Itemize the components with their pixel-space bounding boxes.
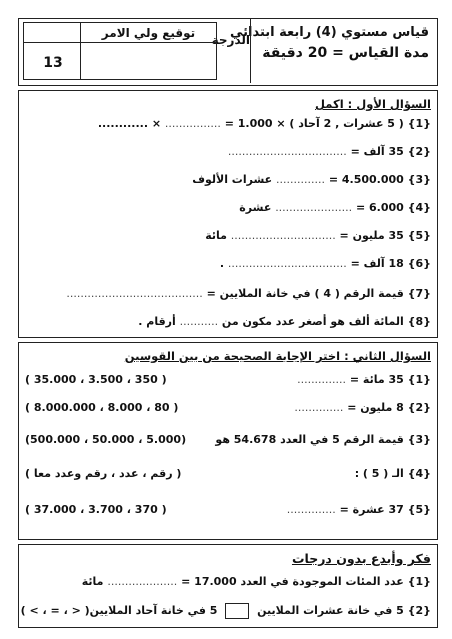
item-tail: أرقام .: [138, 315, 176, 328]
item-tail: مائة: [205, 229, 227, 242]
q2-item-1: [297, 373, 431, 386]
worksheet-page: [18, 18, 438, 628]
q2-title: السؤال الثاني : اختر الإجابة الصحيحة من بين القوسين: [124, 349, 431, 363]
q2-choices-3: (5.000 ، 50.000 ، 500.000): [25, 433, 187, 446]
section-q2: [18, 342, 438, 540]
item-text: المائة ألف هو أصغر عدد مكون من: [221, 315, 404, 328]
item-number: {1}: [407, 117, 431, 130]
answer-blank: ..............: [297, 373, 347, 386]
q1-item-7: [66, 287, 431, 300]
answer-blank: ..................................: [227, 145, 347, 158]
q1-item-8: [138, 315, 431, 328]
q2-choices-4: ( رقم ، عدد ، رقم وعدد معا ): [25, 467, 182, 480]
item-text: قيمة الرقم ( 4 ) في خانة الملايين =: [206, 287, 404, 300]
item-number: {5}: [407, 503, 431, 516]
q1-item-1: [98, 117, 431, 130]
q1-item-6: [220, 257, 431, 270]
score-value: 13: [43, 55, 63, 71]
item-number: {6}: [407, 257, 431, 270]
q2-choices-1: ( 350 ، 3.500 ، 35.000 ): [25, 373, 167, 386]
q1-item-5: [205, 229, 431, 242]
item-text: 37 عشرة =: [339, 503, 404, 516]
q1-item-4: [239, 201, 431, 214]
answer-blank: ..............: [276, 173, 325, 186]
answer-blank: ..................................: [227, 257, 347, 270]
signature-cell: [24, 23, 82, 43]
signature-table: [23, 22, 217, 80]
section-q1: [18, 90, 438, 338]
item-text: 5 في خانة عشرات الملايين: [257, 604, 404, 617]
q2-item-4: [355, 467, 431, 480]
q1-item-3: [192, 173, 431, 186]
signature-label: توقيع ولي الامر: [80, 23, 216, 43]
item-tail: عشرة: [239, 201, 272, 214]
q3-item-1: [82, 575, 431, 588]
answer-blank: .......................................: [66, 287, 203, 300]
item-number: {3}: [407, 433, 431, 446]
item-tail: مائة: [81, 575, 104, 588]
compare-box[interactable]: [225, 603, 249, 619]
q1-title: السؤال الأول : اكمل: [315, 97, 431, 111]
item-tail: 5 في خانة آحاد الملايين( < ، = ، > ): [20, 604, 218, 617]
item-number: {2}: [407, 401, 431, 414]
item-text: عدد المئات الموجودة في العدد 17.000 =: [181, 575, 404, 588]
grade-label: الدرجة: [217, 19, 251, 83]
item-text: قيمة الرقم 5 في العدد 54.678 هو: [215, 433, 404, 446]
answer-blank: ......................: [275, 201, 353, 214]
item-text: 35 مليون =: [339, 229, 404, 242]
item-number: {4}: [407, 201, 431, 214]
answer-blank: ..............................: [230, 229, 336, 242]
item-number: {2}: [407, 145, 431, 158]
answer-blank: ..............: [286, 503, 336, 516]
item-number: {3}: [407, 173, 431, 186]
item-tail: × ............: [97, 117, 162, 130]
q1-item-2: [228, 145, 431, 158]
q3-title: فكر وأبدع بدون درجات: [291, 551, 431, 566]
answer-blank: ................: [164, 117, 221, 130]
item-text: 35 آلف =: [350, 145, 404, 158]
q2-choices-5: ( 370 ، 3.700 ، 37.000 ): [25, 503, 167, 516]
section-q3: [18, 544, 438, 628]
header-box: [18, 18, 438, 86]
item-number: {1}: [407, 575, 431, 588]
q3-item-2: [21, 603, 431, 619]
item-text: ( 5 عشرات , 2 آحاد ) × 1.000 =: [220, 117, 404, 130]
answer-blank: ...........: [179, 315, 219, 328]
item-number: {4}: [407, 467, 431, 480]
item-text: 18 آلف =: [350, 257, 404, 270]
item-text: 8 مليون =: [347, 401, 404, 414]
item-number: {2}: [407, 604, 431, 617]
q2-item-3: [215, 433, 431, 446]
q2-choices-2: ( 80 ، 8.000 ، 8.000.000 ): [25, 401, 179, 414]
exam-title: قياس مستوي (4) رابعة ابتدائي: [229, 25, 429, 40]
item-text: 6.000 =: [355, 201, 404, 214]
signature-blank: [80, 43, 216, 79]
item-text: 35 مائة =: [349, 373, 404, 386]
item-text: 4.500.000 =: [328, 173, 404, 186]
q2-item-5: [287, 503, 431, 516]
item-number: {8}: [407, 315, 431, 328]
answer-blank: ..............: [294, 401, 344, 414]
item-number: {1}: [407, 373, 431, 386]
item-tail: .: [219, 257, 225, 270]
item-number: {7}: [407, 287, 431, 300]
q2-item-2: [294, 401, 431, 414]
item-text: الـ ( 5 ) :: [354, 467, 404, 480]
item-tail: عشرات الألوف: [192, 173, 273, 186]
answer-blank: ....................: [107, 575, 178, 588]
exam-duration: مدة القياس = 20 دقيقة: [262, 45, 429, 61]
item-number: {5}: [407, 229, 431, 242]
